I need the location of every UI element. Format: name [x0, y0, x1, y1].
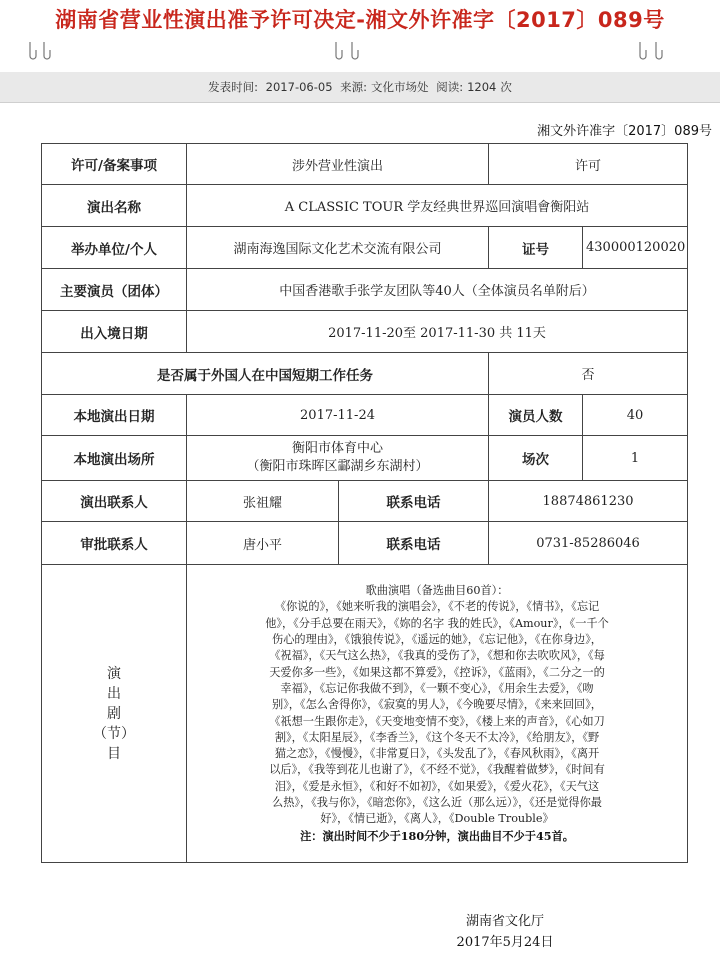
source-value: 文化市场处 [371, 80, 429, 94]
page-title: 湖南省营业性演出准予许可决定-湘文外许准字〔2017〕089号 [55, 8, 665, 32]
venue-line-1: 衡阳市体育中心 [292, 441, 384, 456]
table-row [42, 185, 688, 227]
approval-contact-phone-label: 联系电话 [339, 522, 489, 565]
program-line: 猫之恋》，《慢慢》，《非常夏日》，《头发乱了》，《春风秋雨》，《离开 [274, 747, 600, 761]
program-note: 注：演出时间不少于180分钟，演出曲目不少于45首。 [300, 828, 574, 843]
program-label-char: 出 [107, 685, 121, 702]
article-meta-bar [0, 72, 720, 103]
program-line: 他》，《分手总要在雨天》，《妳的名字 我的姓氏》，《Amour》，《一千个 [265, 616, 609, 630]
program-line: 《祝福》，《天气这么热》，《我真的受伤了》，《想和你去吹吹风》，《每 [269, 649, 605, 663]
program-line: 别》，《怎么舍得你》，《寂寞的男人》，《今晚要尽情》，《来来回回》， [272, 698, 602, 712]
program-label-char: 演 [107, 665, 121, 682]
entry-exit-value: 2017-11-20至 2017-11-30 共 11天 [187, 311, 688, 353]
performer-count-label: 演员人数 [489, 395, 583, 436]
source-label: 来源: [340, 80, 368, 94]
performer-count-value: 40 [583, 395, 688, 436]
program-line: 伤心的理由》，《饿狼传说》，《遥远的她》，《忘记他》，《在你身边》， [272, 633, 602, 647]
program-line: 歌曲演唱（备选曲目60首）： [365, 584, 509, 598]
table-row [42, 353, 688, 395]
program-label-char: 目 [107, 745, 121, 762]
program-line: 么热》，《我与你》，《暗恋你》，《这么近（那么远）》，《还是觉得你最 [272, 795, 602, 809]
approval-contact-name: 唐小平 [187, 522, 339, 565]
permit-item-value: 涉外营业性演出 [187, 144, 489, 185]
foreign-work-label: 是否属于外国人在中国短期工作任务 [42, 353, 489, 395]
cert-label: 证号 [489, 227, 583, 269]
table-row [42, 565, 688, 863]
venue-line-2: （衡阳市珠晖区酃湖乡东湖村） [246, 459, 429, 474]
binder-decoration [0, 38, 720, 74]
venue-value [187, 436, 489, 481]
program-line: 泪》，《爱是永恒》，《和好不如初》，《如果爱》，《爱火花》，《天气这 [274, 779, 600, 793]
approval-contact-label: 审批联系人 [42, 522, 187, 565]
approval-contact-phone: 0731-85286046 [489, 522, 688, 565]
organizer-value: 湖南海逸国际文化艺术交流有限公司 [187, 227, 489, 269]
show-contact-phone: 18874861230 [489, 481, 688, 522]
table-row [42, 144, 688, 185]
table-row [42, 481, 688, 522]
binder-rings [0, 38, 720, 74]
permit-item-label: 许可/备案事项 [42, 144, 187, 185]
permit-table [41, 143, 688, 863]
table-row [42, 227, 688, 269]
cert-value: 430000120020 [583, 227, 688, 269]
performers-label: 主要演员（团体） [42, 269, 187, 311]
program-line: 割》，《太阳星辰》，《李香兰》，《这个冬天不太冷》，《给朋友》，《野 [274, 730, 600, 744]
program-label-char: （节） [93, 725, 135, 742]
table-row [42, 269, 688, 311]
program-line: 天爱你多一些》，《如果这都不算爱》，《控诉》，《蓝雨》，《二分之一的 [269, 665, 605, 679]
program-line: 好》，《情已逝》，《离人》，《Double Trouble》 [320, 812, 554, 826]
sessions-label: 场次 [489, 436, 583, 481]
performers-value: 中国香港歌手张学友团队等40人（全体演员名单附后） [187, 269, 688, 311]
issue-date: 2017年5月24日 [456, 935, 554, 950]
show-name-label: 演出名称 [42, 185, 187, 227]
reads-unit: 次 [500, 80, 512, 94]
local-date-value: 2017-11-24 [187, 395, 489, 436]
permit-decision: 许可 [489, 144, 688, 185]
program-label [42, 565, 187, 863]
venue-label: 本地演出场所 [42, 436, 187, 481]
program-line: 以后》，《我等到花儿也谢了》，《不经不觉》，《我醒着做梦》，《时间有 [269, 763, 605, 777]
publish-label: 发表时间: [208, 80, 259, 94]
local-date-label: 本地演出日期 [42, 395, 187, 436]
program-line: 《祇想一生跟你走》，《天变地变情不变》，《楼上来的声音》，《心如刀 [269, 714, 605, 728]
sessions-value: 1 [583, 436, 688, 481]
table-row [42, 436, 688, 481]
issuer-org: 湖南省文化厅 [465, 914, 544, 929]
show-contact-name: 张祖耀 [187, 481, 339, 522]
publish-date: 2017-06-05 [265, 80, 333, 94]
program-line: 《你说的》，《她来听我的演唱会》，《不老的传说》，《情书》，《忘记 [274, 600, 600, 614]
show-name-value: A CLASSIC TOUR 学友经典世界巡回演唱會衡阳站 [187, 185, 688, 227]
show-contact-label: 演出联系人 [42, 481, 187, 522]
program-list [187, 565, 688, 863]
program-label-char: 剧 [107, 705, 121, 722]
document-number: 湘文外许准字〔2017〕089号 [537, 124, 712, 139]
foreign-work-value: 否 [489, 353, 688, 395]
table-row [42, 395, 688, 436]
show-contact-phone-label: 联系电话 [339, 481, 489, 522]
program-line: 幸福》，《忘记你我做不到》，《一颗不变心》，《用余生去爱》，《吻 [280, 681, 594, 695]
table-row [42, 311, 688, 353]
reads-count: 1204 [467, 80, 497, 94]
table-row [42, 522, 688, 565]
organizer-label: 举办单位/个人 [42, 227, 187, 269]
entry-exit-label: 出入境日期 [42, 311, 187, 353]
reads-label: 阅读: [436, 80, 464, 94]
